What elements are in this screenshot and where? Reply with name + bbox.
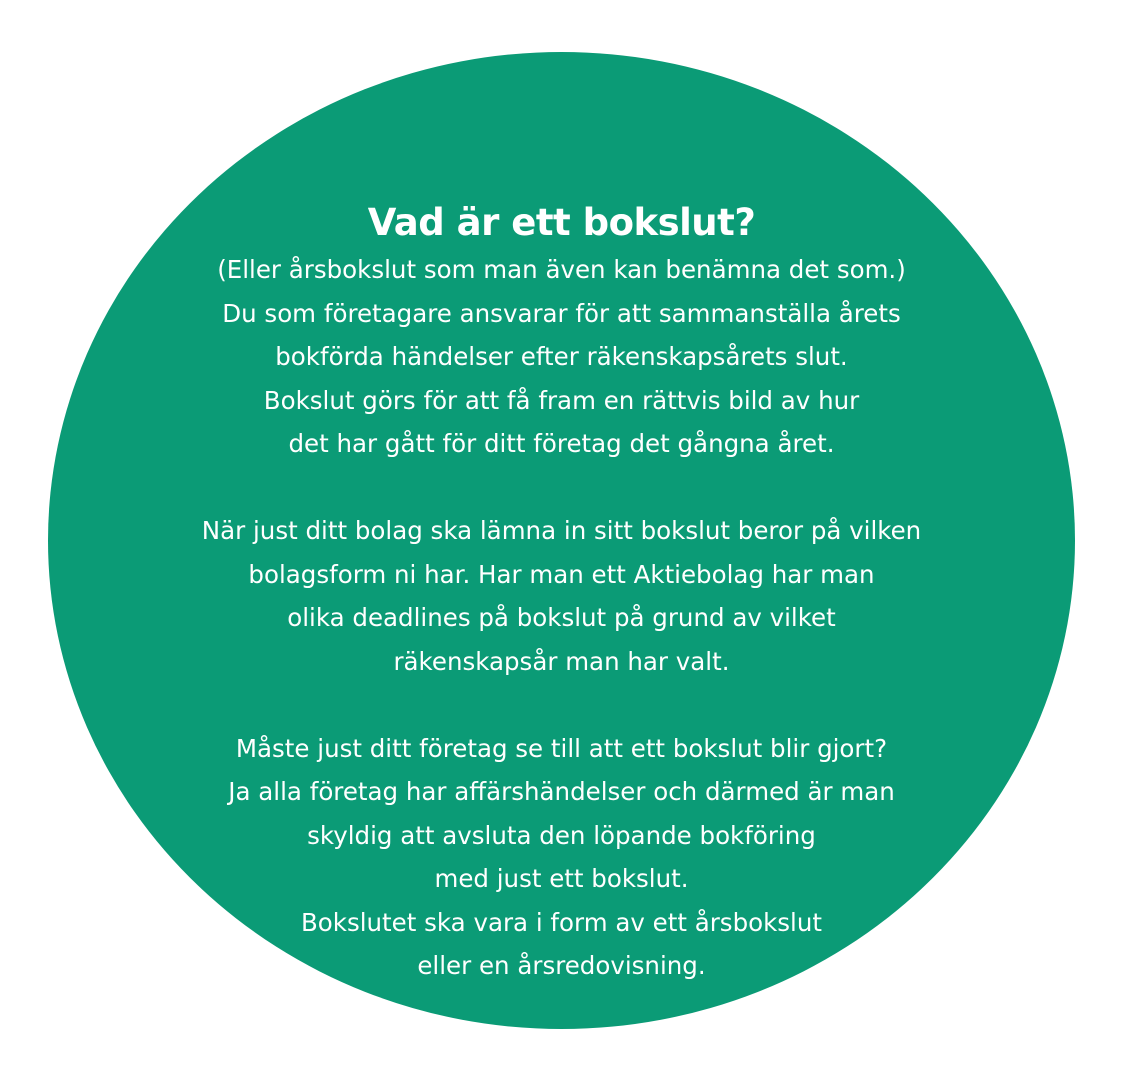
- text-line: eller en årsredovisning.: [417, 951, 706, 980]
- paragraph-intro: [0, 248, 1123, 466]
- text-line: Bokslutet ska vara i form av ett årsbokslut: [300, 907, 823, 937]
- page-title: Vad är ett bokslut?: [367, 201, 756, 244]
- text-line: Måste just ditt företag se till att ett bokslut blir gjort?: [235, 733, 888, 763]
- info-text-block: [0, 198, 1123, 988]
- text-line: Du som företagare ansvarar för att sammanställa årets: [222, 298, 901, 328]
- text-line: Bokslut görs för att få fram en rättvis bild av hur: [263, 385, 860, 415]
- text-line: När just ditt bolag ska lämna in sitt bokslut beror på vilken: [201, 516, 922, 545]
- paragraph-deadlines: [0, 509, 1123, 683]
- text-line: det har gått för ditt företag det gångna året.: [288, 429, 835, 458]
- text-line: skyldig att avsluta den löpande bokföring: [307, 820, 816, 850]
- paragraph-spacer: [0, 683, 1123, 727]
- text-line: Ja alla företag har affärshändelser och därmed är man: [228, 777, 895, 806]
- text-line: bokförda händelser efter räkenskapsårets slut.: [275, 342, 848, 371]
- text-line: med just ett bokslut.: [434, 864, 689, 893]
- text-line: olika deadlines på bokslut på grund av vilket: [287, 603, 836, 632]
- text-line: räkenskapsår man har valt.: [393, 646, 730, 676]
- text-line: (Eller årsbokslut som man även kan benämna det som.): [217, 255, 906, 284]
- text-line: bolagsform ni har. Har man ett Aktiebolag har man: [248, 559, 875, 589]
- paragraph-requirement: [0, 727, 1123, 988]
- paragraph-spacer: [0, 466, 1123, 510]
